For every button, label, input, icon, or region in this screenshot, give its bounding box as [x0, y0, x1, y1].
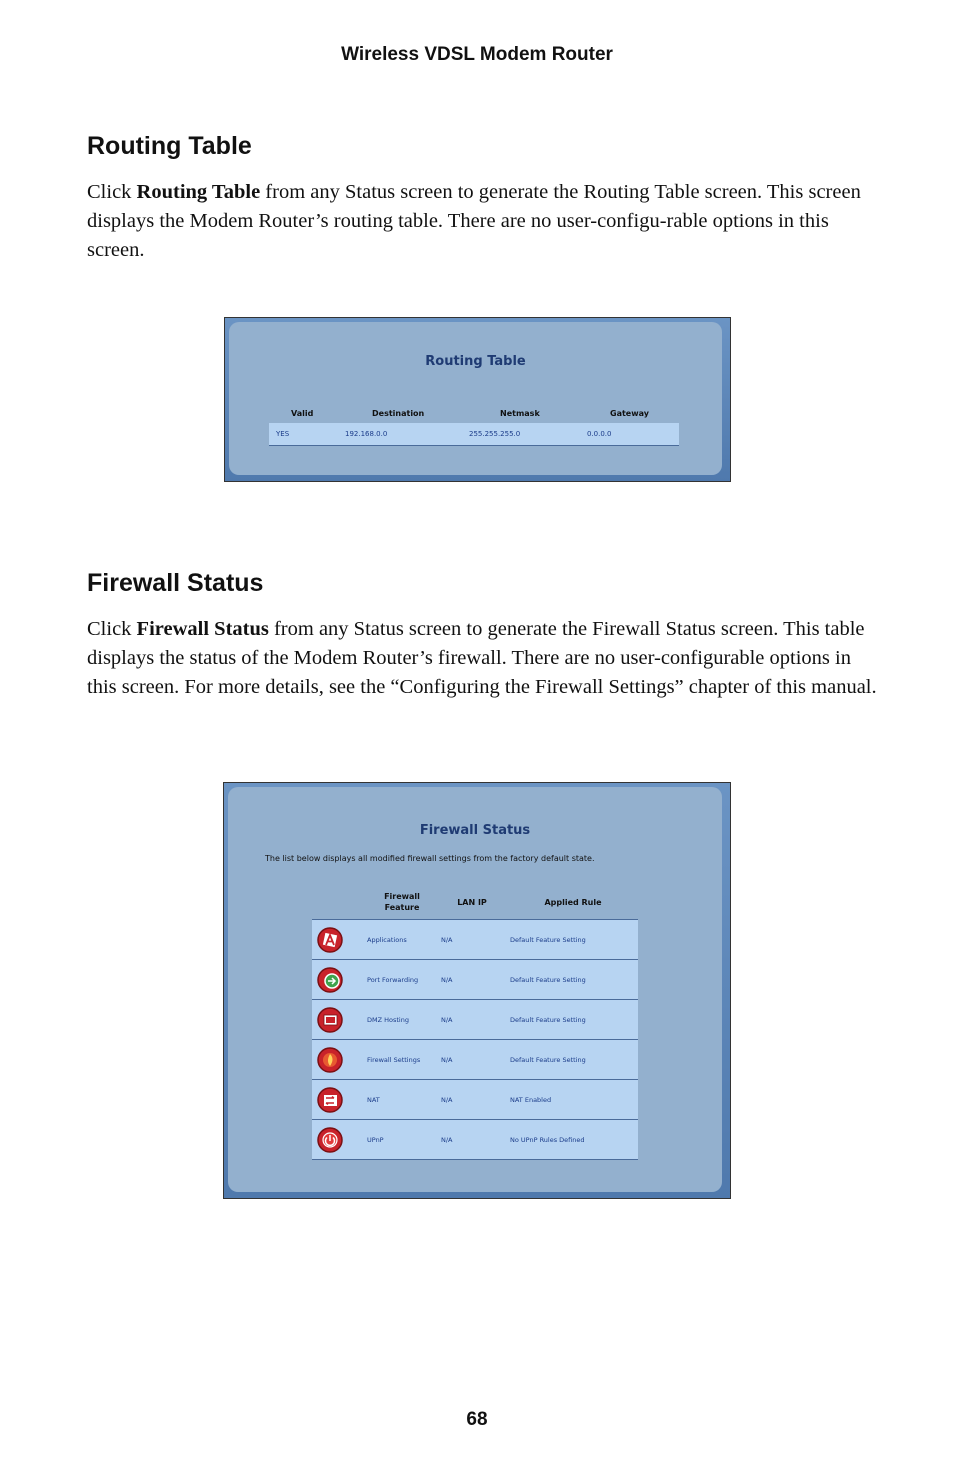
- cell-applied-rule: Default Feature Setting: [510, 1056, 586, 1064]
- firewall-status-screenshot: [223, 782, 731, 1199]
- applications-icon: [316, 926, 344, 954]
- cell-lan-ip: N/A: [441, 1136, 453, 1144]
- dmz-hosting-icon: [316, 1006, 344, 1034]
- para-text: from any Status screen to generate the Routing Table screen. This screen displays the Modem Router’s routing table. There are no user-configu-rable options in this screen.: [87, 181, 861, 261]
- cell-feature: DMZ Hosting: [367, 1016, 409, 1024]
- column-header-gateway: Gateway: [610, 409, 649, 418]
- cell-lan-ip: N/A: [441, 1016, 453, 1024]
- cell-feature: Port Forwarding: [367, 976, 419, 984]
- cell-lan-ip: N/A: [441, 976, 453, 984]
- cell-applied-rule: NAT Enabled: [510, 1096, 552, 1104]
- para-text: from any Status screen to generate the Firewall Status screen. This table displays the status of the Modem Router’s firewall. There are no user-configurable options in this screen. For more details, see the “Configuring the Firewall Settings” chapter of this manual.: [87, 618, 877, 698]
- firewall-status-paragraph: [87, 615, 877, 702]
- nat-icon: [316, 1086, 344, 1114]
- column-header-destination: Destination: [372, 409, 425, 418]
- routing-table-paragraph: [87, 178, 877, 265]
- upnp-icon: [316, 1126, 344, 1154]
- cell-feature: NAT: [367, 1096, 380, 1104]
- table-row: [312, 959, 638, 999]
- table-row: [312, 1119, 638, 1160]
- routing-table-panel: [229, 322, 722, 475]
- firewall-table: [312, 919, 638, 1160]
- cell-applied-rule: Default Feature Setting: [510, 1016, 586, 1024]
- port-forwarding-icon: [316, 966, 344, 994]
- table-row: [312, 999, 638, 1039]
- table-row: [269, 423, 679, 446]
- cell-feature: UPnP: [367, 1136, 384, 1144]
- cell-lan-ip: N/A: [441, 936, 453, 944]
- cell-lan-ip: N/A: [441, 1096, 453, 1104]
- cell-feature: Applications: [367, 936, 407, 944]
- para-text: Click: [87, 618, 137, 640]
- column-header-feature: [374, 891, 430, 913]
- column-header-valid: Valid: [291, 409, 314, 418]
- table-row: [312, 1079, 638, 1119]
- column-header-feature-line2: Feature: [384, 903, 420, 912]
- cell-applied-rule: No UPnP Rules Defined: [510, 1136, 585, 1144]
- cell-applied-rule: Default Feature Setting: [510, 976, 586, 984]
- firewall-status-heading: Firewall Status: [87, 569, 264, 597]
- cell-lan-ip: N/A: [441, 1056, 453, 1064]
- routing-table-heading: Routing Table: [87, 132, 252, 160]
- page-number: 68: [466, 1409, 488, 1430]
- cell-gateway: 0.0.0.0: [587, 430, 612, 438]
- firewall-status-panel-title: Firewall Status: [419, 823, 531, 838]
- para-bold-text: Firewall Status: [136, 618, 269, 640]
- cell-applied-rule: Default Feature Setting: [510, 936, 586, 944]
- column-header-applied-rule: Applied Rule: [544, 898, 602, 907]
- table-row: [312, 919, 638, 959]
- cell-netmask: 255.255.255.0: [469, 430, 521, 438]
- column-header-lan-ip: LAN IP: [457, 898, 487, 907]
- running-header: Wireless VDSL Modem Router: [341, 44, 613, 65]
- para-text: Click: [87, 181, 137, 203]
- firewall-intro-text: The list below displays all modified firewall settings from the factory default state.: [265, 854, 595, 863]
- cell-valid: YES: [276, 430, 290, 438]
- routing-table-panel-title: Routing Table: [425, 354, 526, 369]
- routing-table-screenshot: [224, 317, 731, 482]
- cell-feature: Firewall Settings: [367, 1056, 421, 1064]
- column-header-netmask: Netmask: [500, 409, 540, 418]
- cell-destination: 192.168.0.0: [345, 430, 388, 438]
- table-row: [312, 1039, 638, 1079]
- para-bold-text: Routing Table: [136, 181, 261, 203]
- column-header-feature-line1: Firewall: [384, 892, 420, 901]
- firewall-settings-icon: [316, 1046, 344, 1074]
- firewall-status-panel: [228, 787, 722, 1192]
